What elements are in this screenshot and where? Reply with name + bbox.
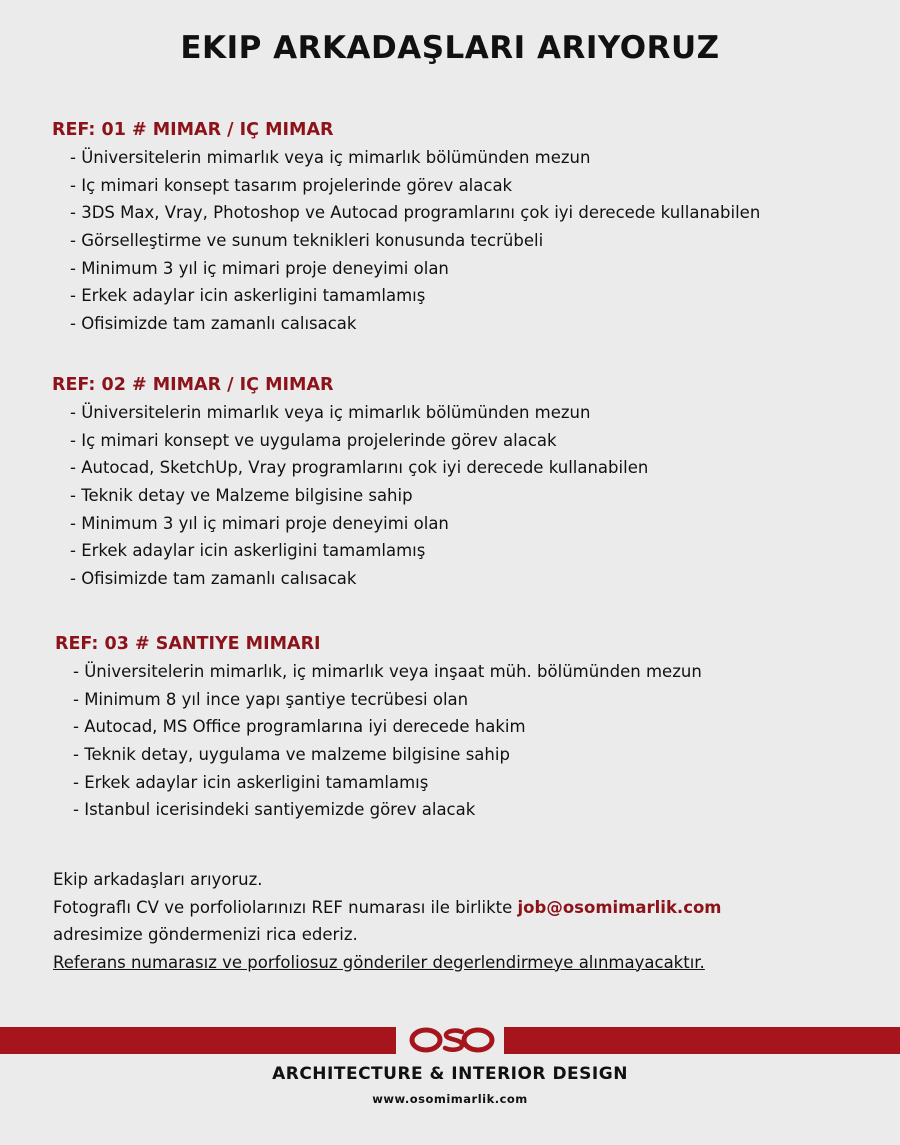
list-item: - Erkek adaylar icin askerligini tamamlamış xyxy=(70,286,426,306)
ref-01-requirements xyxy=(52,144,882,338)
ref-01-section xyxy=(52,118,882,338)
list-item: - Üniversitelerin mimarlık, iç mimarlık veya inşaat müh. bölümünden mezun xyxy=(73,662,702,681)
ref-02-requirements xyxy=(52,399,882,593)
list-item: - Üniversitelerin mimarlık veya iç mimarlık bölümünden mezun xyxy=(70,148,591,167)
ref-02-section xyxy=(52,373,882,593)
list-item: - Iç mimari konsept ve uygulama projelerinde görev alacak xyxy=(70,430,557,450)
contact-request: adresimize göndermenizi rica ederiz. xyxy=(53,925,358,944)
list-item: - Minimum 3 yıl iç mimari proje deneyimi olan xyxy=(70,513,449,533)
contact-note: Referans numarasız ve porfoliosuz gönderiler degerlendirmeye alınmayacaktır. xyxy=(53,952,705,972)
list-item: - 3DS Max, Vray, Photoshop ve Autocad programlarını çok iyi derecede kullanabilen xyxy=(70,203,761,223)
list-item: - Minimum 3 yıl iç mimari proje deneyimi olan xyxy=(70,258,449,278)
list-item: - Üniversitelerin mimarlık veya iç mimarlık bölümünden mezun xyxy=(70,403,591,422)
contact-info xyxy=(53,866,873,976)
list-item: - Minimum 8 yıl ince yapı şantiye tecrübesi olan xyxy=(73,689,469,709)
ref-03-title: REF: 03 # SANTIYE MIMARI xyxy=(55,634,321,654)
list-item: - Erkek adaylar icin askerligini tamamlamış xyxy=(70,541,426,561)
list-item: - Ofisimizde tam zamanlı calısacak xyxy=(70,314,357,334)
list-item: - Görselleştirme ve sunum teknikleri konusunda tecrübeli xyxy=(70,231,544,251)
ref-03-requirements xyxy=(55,658,885,824)
contact-intro: Ekip arkadaşları arıyoruz. xyxy=(53,870,263,889)
oso-logo-icon xyxy=(396,1019,504,1061)
website-link[interactable]: www.osomimarlik.com xyxy=(372,1092,528,1106)
list-item: - Autocad, SketchUp, Vray programlarını çok iyi derecede kullanabilen xyxy=(70,458,649,478)
list-item: - Ofisimizde tam zamanlı calısacak xyxy=(70,569,357,589)
company-tagline: ARCHITECTURE & INTERIOR DESIGN xyxy=(272,1064,628,1084)
ref-02-title: REF: 02 # MIMAR / IÇ MIMAR xyxy=(52,375,334,395)
page-title: EKIP ARKADAŞLARI ARIYORUZ xyxy=(180,30,720,66)
list-item: - Istanbul icerisindeki santiyemizde görev alacak xyxy=(73,800,476,820)
list-item: - Autocad, MS Office programlarına iyi derecede hakim xyxy=(73,717,526,737)
list-item: - Erkek adaylar icin askerligini tamamlamış xyxy=(73,772,429,792)
list-item: - Teknik detay, uygulama ve malzeme bilgisine sahip xyxy=(73,745,510,765)
ref-03-section xyxy=(55,632,885,824)
contact-instructions-text: Fotograflı CV ve porfoliolarınızı REF numarası ile birlikte xyxy=(53,897,518,917)
oso-logo xyxy=(396,1019,504,1061)
email-link[interactable]: job@osomimarlik.com xyxy=(517,897,722,917)
list-item: - Teknik detay ve Malzeme bilgisine sahip xyxy=(70,486,413,506)
ref-01-title: REF: 01 # MIMAR / IÇ MIMAR xyxy=(52,120,334,140)
list-item: - Iç mimari konsept tasarım projelerinde görev alacak xyxy=(70,175,513,195)
contact-instructions xyxy=(53,894,873,922)
